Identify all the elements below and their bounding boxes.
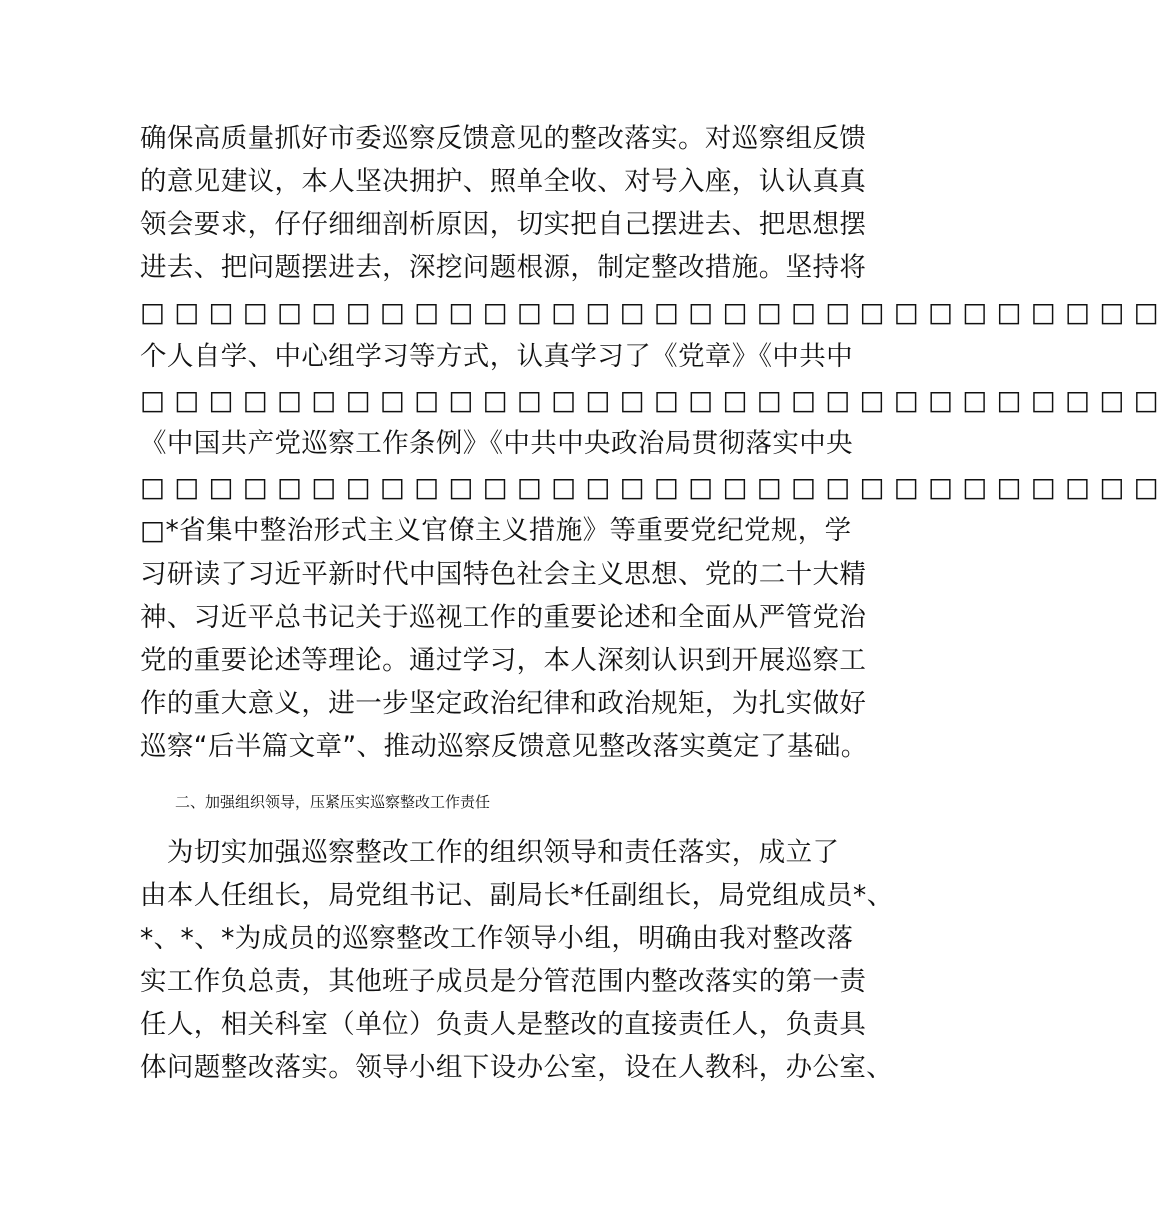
paragraph-line-missing-glyphs: □ □ □ □ □ □ □ □ □ □ □ □ □ □ □ □ □ □ □ □ □ □ □ □ □ □ □ □ □ □ [140, 297, 1159, 328]
paragraph-line: 进去、把问题摆进去，深挖问题根源，制定整改措施。坚持将 [140, 252, 867, 283]
paragraph-line: 巡察“后半篇文章”、推动巡察反馈意见整改落实奠定了基础。 [140, 731, 868, 762]
paragraph-line-missing-glyphs: □ □ □ □ □ □ □ □ □ □ □ □ □ □ □ □ □ □ □ □ □ □ □ □ □ □ □ □ □ □ [140, 472, 1159, 503]
paragraph-line: 《中国共产党巡察工作条例》《中共中央政治局贯彻落实中央 [140, 428, 854, 459]
section-heading: 二、加强组织领导，压紧压实巡察整改工作责任 [175, 793, 491, 811]
paragraph-line: 实工作负总责，其他班子成员是分管范围内整改落实的第一责 [140, 966, 867, 997]
paragraph-line: 确保高质量抓好市委巡察反馈意见的整改落实。对巡察组反馈 [140, 123, 867, 154]
paragraph-line: *、*、*为成员的巡察整改工作领导小组，明确由我对整改落 [140, 923, 854, 954]
paragraph-line: 领会要求，仔仔细细剖析原因，切实把自己摆进去、把思想摆 [140, 209, 867, 240]
paragraph-line: □*省集中整治形式主义官僚主义措施》等重要党纪党规，学 [140, 515, 852, 546]
paragraph-line: 党的重要论述等理论。通过学习，本人深刻认识到开展巡察工 [140, 645, 867, 676]
paragraph-line: 为切实加强巡察整改工作的组织领导和责任落实，成立了 [140, 837, 840, 868]
paragraph-line: 作的重大意义，进一步坚定政治纪律和政治规矩，为扎实做好 [140, 688, 867, 719]
paragraph-line: 任人，相关科室（单位）负责人是整改的直接责任人，负责具 [140, 1009, 867, 1040]
paragraph-line: 个人自学、中心组学习等方式，认真学习了《党章》《中共中 [140, 341, 854, 372]
paragraph-line: 体问题整改落实。领导小组下设办公室，设在人教科，办公室、 [140, 1052, 894, 1083]
paragraph-line: 神、习近平总书记关于巡视工作的重要论述和全面从严管党治 [140, 602, 867, 633]
paragraph-line: 的意见建议，本人坚决拥护、照单全收、对号入座，认认真真 [140, 166, 867, 197]
paragraph-line: 由本人任组长，局党组书记、副局长*任副组长，局党组成员*、 [140, 880, 894, 911]
paragraph-line: 习研读了习近平新时代中国特色社会主义思想、党的二十大精 [140, 559, 867, 590]
paragraph-line-missing-glyphs: □ □ □ □ □ □ □ □ □ □ □ □ □ □ □ □ □ □ □ □ □ □ □ □ □ □ □ □ □ □ [140, 385, 1159, 416]
